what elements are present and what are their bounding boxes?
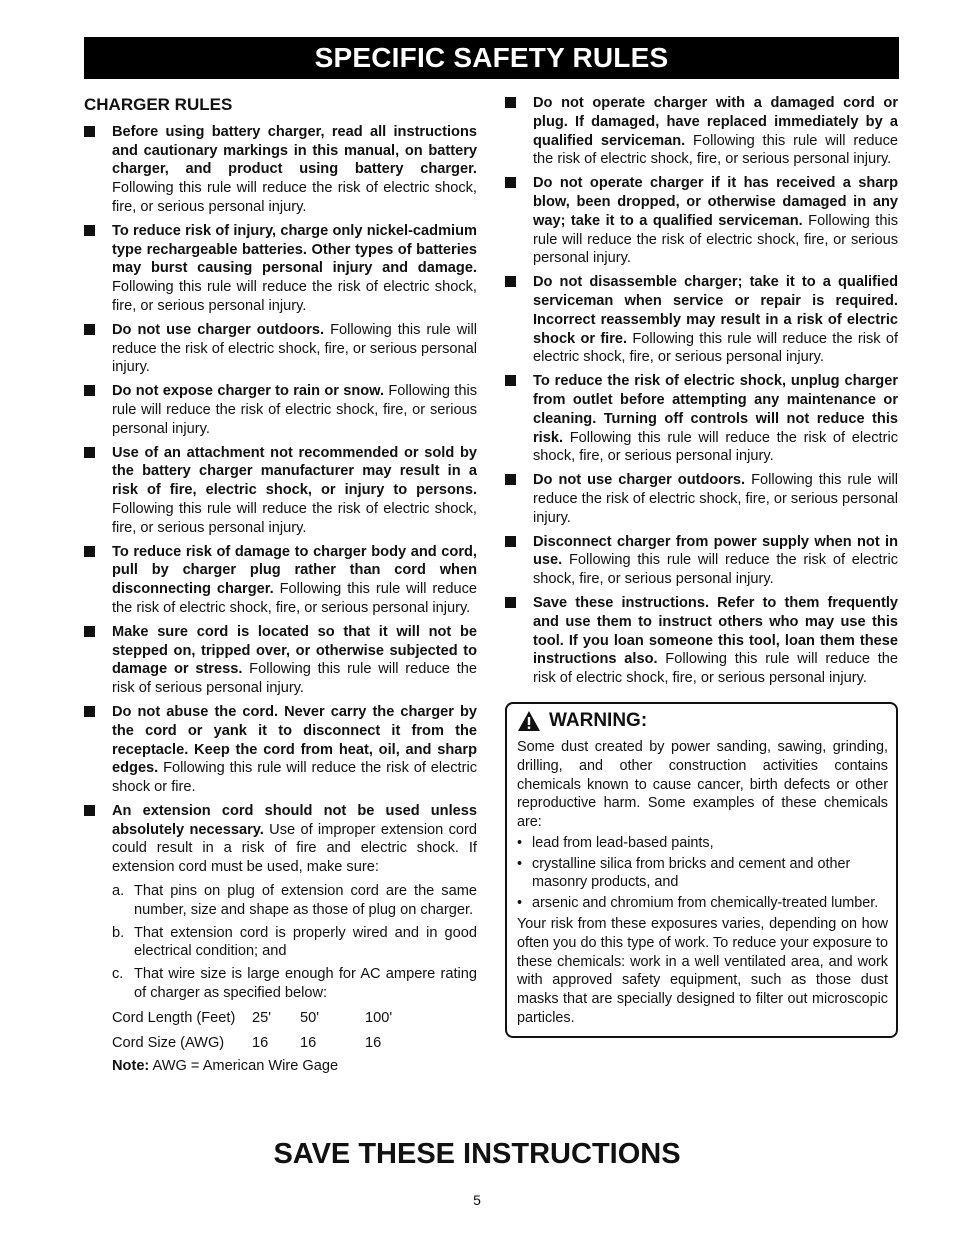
cord-size-label: Cord Size (AWG) <box>112 1034 225 1051</box>
sub-item <box>84 882 477 920</box>
page-header: SPECIFIC SAFETY RULES <box>84 37 899 79</box>
sub-letter: c. <box>112 966 124 983</box>
rule-bold: Do not disassemble charger; take it to a qualified serviceman when service or repair is required. Incorrect reassembly may result in a risk of electric shock or fire. <box>533 274 898 347</box>
square-bullet-icon <box>505 597 516 608</box>
square-bullet-icon <box>505 375 516 386</box>
rule-item <box>84 123 477 217</box>
square-bullet-icon <box>505 474 516 485</box>
rule-item <box>505 273 898 367</box>
warning-bullet <box>517 834 888 853</box>
rule-text: Following this rule will reduce the risk of electric shock, fire, or serious personal injury. <box>533 472 899 526</box>
cord-length-label: Cord Length (Feet) <box>112 1009 236 1026</box>
dot-bullet-icon: • <box>517 855 523 872</box>
rule-bold: Before using battery charger, read all instructions and cautionary markings in this manual, on battery charger, and product using battery charger. <box>112 123 477 178</box>
rule-bold: Do not expose charger to rain or snow. <box>112 383 385 400</box>
rule-text: Following this rule will reduce the risk of electric shock, fire, or serious personal injury. <box>533 212 898 267</box>
rule-bold: Save these instructions. Refer to them frequently and use them to instruct others who may use this tool. If you loan someone this tool, loan them these instructions also. <box>533 594 898 668</box>
rule-text: Following this rule will reduce the risk of electric shock, fire, or serious personal injury. <box>112 180 477 215</box>
rule-text: Following this rule will reduce the risk of electric shock, fire, or serious personal injury. <box>533 330 899 366</box>
square-bullet-icon <box>84 447 95 458</box>
warning-bullet-text: lead from lead-based paints, <box>532 834 714 851</box>
warning-bullet <box>517 855 888 893</box>
rule-item <box>505 174 898 268</box>
cord-length-value: 50' <box>300 1009 320 1026</box>
square-bullet-icon <box>84 805 95 816</box>
rule-text: Following this rule will reduce the risk of electric shock, fire, or serious personal injury. <box>533 132 898 168</box>
rule-text: Following this rule will reduce the risk of electric shock, fire, or serious personal injury. <box>112 321 478 376</box>
rule-item <box>505 533 898 589</box>
rule-text: Following this rule will reduce the risk of electric shock, fire, or serious personal injury. <box>112 500 477 536</box>
rule-bold: Use of an attachment not recommended or sold by the battery charger manufacturer may result in a risk of fire, electric shock, or injury to persons. <box>112 444 477 499</box>
left-column <box>84 94 477 1076</box>
rule-text: Use of improper extension cord could result in a risk of fire and electric shock. If extension cord must be used, make sure: <box>112 821 477 876</box>
warning-bullet <box>517 894 888 913</box>
rule-bold: Do not abuse the cord. Never carry the charger by the cord or yank it to disconnect it from the receptacle. Keep the cord from heat, oil, and sharp edges. <box>112 703 477 777</box>
sub-text: That pins on plug of extension cord are the same number, size and shape as those of plug on charger. <box>134 883 477 918</box>
rule-bold: Disconnect charger from power supply when not in use. <box>533 533 898 569</box>
warning-header <box>517 710 888 732</box>
rule-text: Following this rule will reduce the risk of serious personal injury. <box>112 661 477 697</box>
page-number: 5 <box>473 1192 481 1208</box>
square-bullet-icon <box>505 97 516 108</box>
warning-title: WARNING: <box>549 709 648 731</box>
rule-bold: Do not operate charger if it has received a sharp blow, been dropped, or otherwise damaged in any way; take it to a qualified serviceman. <box>533 175 898 229</box>
right-column <box>505 94 898 1038</box>
dot-bullet-icon: • <box>517 895 523 912</box>
warning-bullet-text: arsenic and chromium from chemically-treated lumber. <box>532 895 879 912</box>
cord-length-value: 25' <box>252 1009 272 1026</box>
rule-item <box>505 372 898 466</box>
square-bullet-icon <box>84 126 95 137</box>
square-bullet-icon <box>84 546 95 557</box>
cord-length-value: 100' <box>365 1009 393 1026</box>
rule-text: Following this rule will reduce the risk of electric shock, fire, or serious personal injury. <box>112 383 477 437</box>
warning-triangle-icon <box>517 710 541 732</box>
rule-text: Following this rule will reduce the risk of electric shock, fire, or serious personal injury. <box>533 552 898 588</box>
rule-bold: Do not operate charger with a damaged cord or plug. If damaged, have replaced immediately by a qualified serviceman. <box>533 95 898 149</box>
sub-letter: a. <box>112 883 125 900</box>
square-bullet-icon <box>84 324 95 335</box>
cord-size-value: 16 <box>252 1034 269 1051</box>
square-bullet-icon <box>84 626 95 637</box>
rule-bold: To reduce the risk of electric shock, unplug charger from outlet before attempting any maintenance or cleaning. Turning off controls will not reduce this risk. <box>533 373 898 446</box>
cord-size-value: 16 <box>365 1034 382 1051</box>
rule-item <box>84 222 477 316</box>
warning-bullet-text: crystalline silica from bricks and cement and other masonry products, and <box>532 855 851 891</box>
warning-intro: Some dust created by power sanding, sawing, grinding, drilling, and other construction activities contains chemicals known to cause cancer, birth defects or other reproductive harm. Some examples of these chemicals are: <box>517 738 888 831</box>
square-bullet-icon <box>84 225 95 236</box>
cord-size-row <box>84 1034 477 1053</box>
rule-item <box>84 623 477 698</box>
rule-text: Following this rule will reduce the risk of electric shock, fire, or serious personal injury. <box>533 651 898 687</box>
rule-bold: To reduce risk of injury, charge only nickel-cadmium type rechargeable batteries. Other types of batteries may burst causing personal injury and damage. <box>112 222 477 277</box>
cord-length-row <box>84 1009 477 1028</box>
rule-item <box>505 94 898 169</box>
rule-bold: To reduce risk of damage to charger body and cord, pull by charger plug rather than cord when disconnecting charger. <box>112 543 477 598</box>
rule-text: Following this rule will reduce the risk of electric shock or fire. <box>112 760 477 796</box>
sub-letter: b. <box>112 924 125 941</box>
rule-bold: Do not use charger outdoors. <box>112 321 325 338</box>
rule-item <box>84 543 477 618</box>
rule-bold: Make sure cord is located so that it will not be stepped on, tripped over, or otherwise subjected to damage or stress. <box>112 623 477 678</box>
square-bullet-icon <box>505 177 516 188</box>
rule-text: Following this rule will reduce the risk of electric shock, fire, or serious personal injury. <box>112 279 477 314</box>
rule-item <box>84 444 477 538</box>
rule-item <box>505 594 898 688</box>
square-bullet-icon <box>84 385 95 396</box>
rule-item <box>505 471 898 527</box>
section-title: CHARGER RULES <box>84 95 233 114</box>
sub-text: That wire size is large enough for AC ampere rating of charger as specified below: <box>134 966 477 1002</box>
square-bullet-icon <box>505 536 516 547</box>
note-text: AWG = American Wire Gage <box>149 1058 339 1075</box>
rule-text: Following this rule will reduce the risk of electric shock, fire, or serious personal injury. <box>112 581 478 616</box>
cord-size-value: 16 <box>300 1034 317 1051</box>
rule-item <box>84 382 477 438</box>
note-label: Note: <box>112 1058 150 1075</box>
sub-text: That extension cord is properly wired and in good electrical condition; and <box>134 924 477 960</box>
sub-item <box>84 924 477 962</box>
square-bullet-icon <box>505 276 516 287</box>
dot-bullet-icon: • <box>517 834 523 851</box>
note <box>84 1057 477 1076</box>
rule-item <box>84 321 477 377</box>
rule-item <box>84 802 477 877</box>
rule-bold: An extension cord should not be used unless absolutely necessary. <box>112 802 477 838</box>
rule-bold: Do not use charger outdoors. <box>533 472 746 489</box>
square-bullet-icon <box>84 706 95 717</box>
rule-text: Following this rule will reduce the risk of electric shock, fire, or serious personal injury. <box>533 429 898 465</box>
sub-item <box>84 965 477 1003</box>
rule-item <box>84 703 477 797</box>
warning-outro: Your risk from these exposures varies, depending on how often you do this type of work. To reduce your exposure to these chemicals: work in a well ventilated area, and work with approved safety equipment, such as those dust masks that are specially designed to filter out microscopic particles. <box>517 916 888 1027</box>
warning-box <box>505 702 898 1038</box>
footer-title: SAVE THESE INSTRUCTIONS <box>273 1138 681 1170</box>
